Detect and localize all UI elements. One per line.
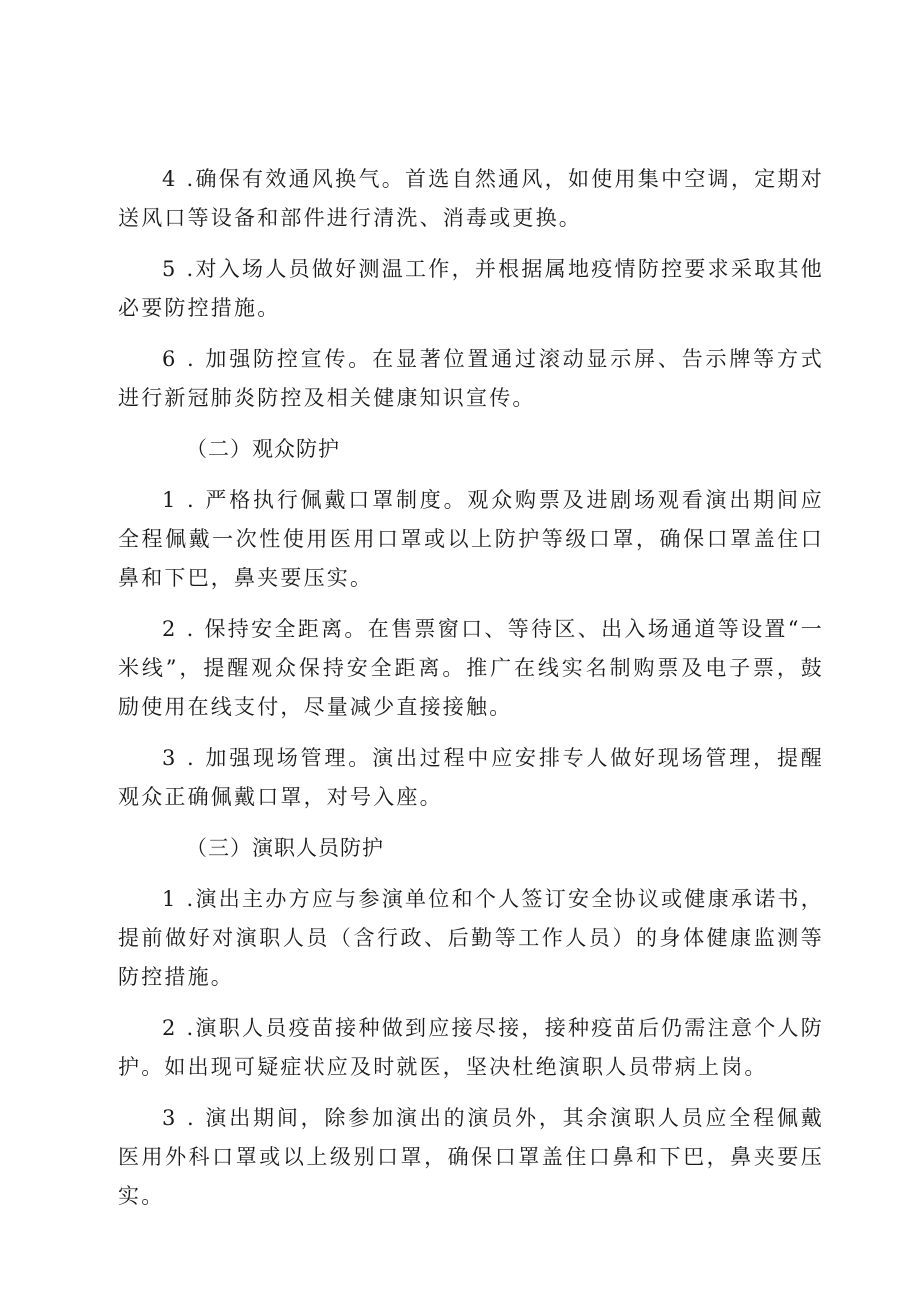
- paragraph-safe-distance: 2 . 保持安全距离。在售票窗口、等待区、出入场通道等设置“一米线”，提醒观众保持安全距离。推广在线实名制购票及电子票，鼓励使用在线支付，尽量减少直接接触。: [118, 617, 824, 719]
- document-page: [118, 160, 824, 1228]
- paragraph-safety-agreement: 1 .演出主办方应与参演单位和个人签订安全协议或健康承诺书，提前做好对演职人员（含行政、后勤等工作人员）的身体健康监测等防控措施。: [118, 887, 824, 989]
- paragraph-staff-masks: 3 . 演出期间，除参加演出的演员外，其余演职人员应全程佩戴医用外科口罩或以上级别口罩，确保口罩盖住口鼻和下巴，鼻夹要压实。: [118, 1106, 824, 1208]
- paragraph-onsite-management: 3 . 加强现场管理。演出过程中应安排专人做好现场管理，提醒观众正确佩戴口罩，对号入座。: [118, 746, 824, 809]
- paragraph-temperature-check: 5 .对入场人员做好测温工作，并根据属地疫情防控要求采取其他必要防控措施。: [118, 257, 824, 320]
- section-heading-staff: （三）演职人员防护: [186, 836, 384, 860]
- paragraph-ventilation: 4 .确保有效通风换气。首选自然通风，如使用集中空调，定期对送风口等设备和部件进行清洗、消毒或更换。: [118, 167, 824, 230]
- paragraph-publicity: 6 . 加强防控宣传。在显著位置通过滚动显示屏、告示牌等方式进行新冠肺炎防控及相关健康知识宣传。: [118, 347, 824, 410]
- paragraph-mask-policy: 1 . 严格执行佩戴口罩制度。观众购票及进剧场观看演出期间应全程佩戴一次性使用医用口罩或以上防护等级口罩，确保口罩盖住口鼻和下巴，鼻夹要压实。: [118, 488, 824, 590]
- section-heading-audience: （二）观众防护: [186, 437, 340, 461]
- paragraph-vaccination: 2 .演职人员疫苗接种做到应接尽接，接种疫苗后仍需注意个人防护。如出现可疑症状应及时就医，坚决杜绝演职人员带病上岗。: [118, 1016, 824, 1079]
